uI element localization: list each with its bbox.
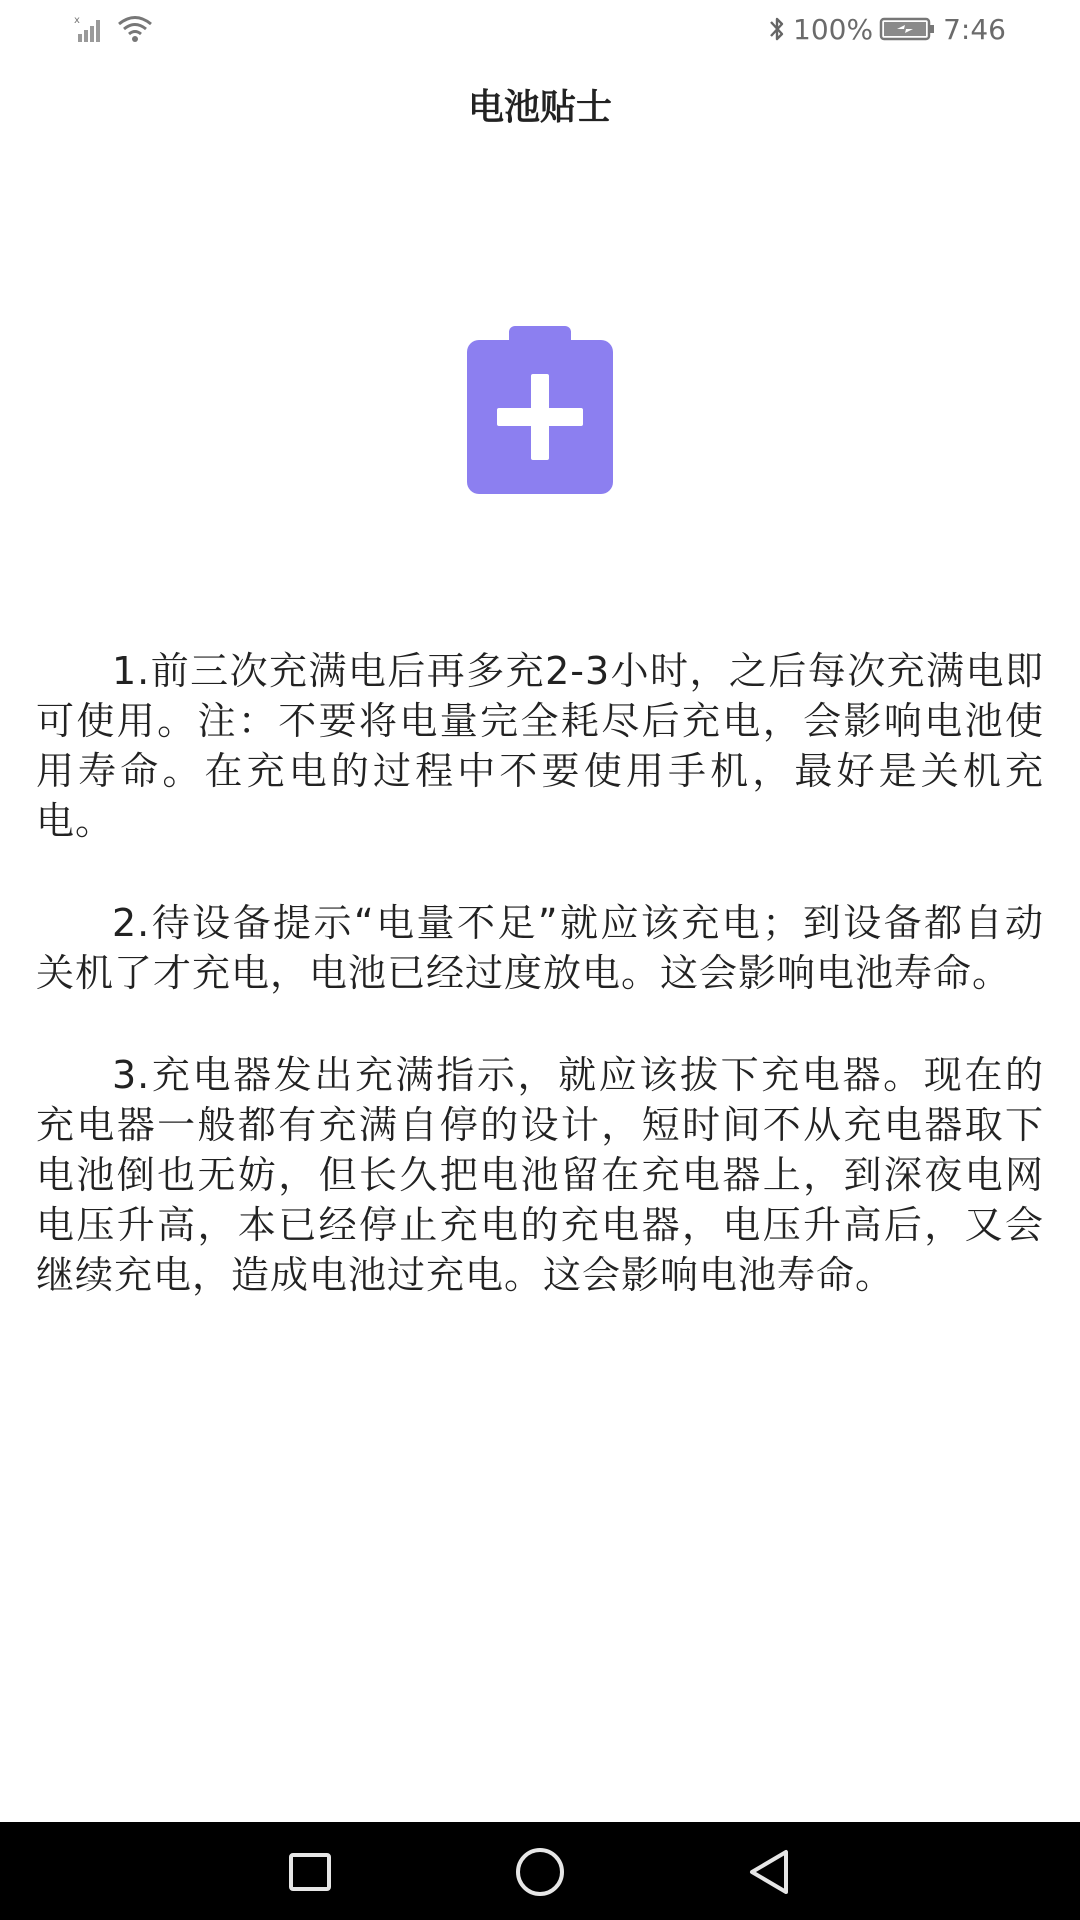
status-bar: [0, 0, 1080, 56]
battery-charging-icon: [879, 15, 937, 43]
battery-plus-icon: [465, 326, 615, 496]
back-button[interactable]: [742, 1844, 798, 1900]
status-bar-right: [767, 12, 1006, 46]
circle-icon: [512, 1844, 568, 1900]
clock-time: 7:46: [943, 12, 1006, 46]
signal-icon: [74, 14, 108, 44]
tip-paragraph: 2.待设备提示“电量不足”就应该充电；到设备都自动关机了才充电，电池已经过度放电。这会影响电池寿命。: [36, 901, 1044, 995]
navigation-bar: [0, 1822, 1080, 1920]
bluetooth-icon: [767, 14, 787, 44]
home-button[interactable]: [512, 1844, 568, 1900]
back-triangle-icon: [744, 1846, 796, 1898]
square-icon: [286, 1848, 334, 1896]
wifi-icon: [116, 14, 154, 44]
svg-text:x: x: [74, 15, 80, 26]
tips-list: [36, 646, 1044, 1352]
battery-percent: 100%: [793, 12, 874, 46]
page-title: 电池贴士: [467, 87, 612, 128]
tip-paragraph: 1.前三次充满电后再多充2-3小时，之后每次充满电即可使用。注：不要将电量完全耗尽后充电，会影响电池使用寿命。在充电的过程中不要使用手机，最好是关机充电。: [36, 649, 1044, 843]
status-bar-left: [74, 12, 154, 46]
tip-paragraph: 3.充电器发出充满指示，就应该拔下充电器。现在的充电器一般都有充满自停的设计，短时间不从充电器取下电池倒也无妨，但长久把电池留在充电器上，到深夜电网电压升高，本已经停止充电的充电器，电压升高后，又会继续充电，造成电池过充电。这会影响电池寿命。: [36, 1053, 1044, 1297]
recents-button[interactable]: [282, 1844, 338, 1900]
